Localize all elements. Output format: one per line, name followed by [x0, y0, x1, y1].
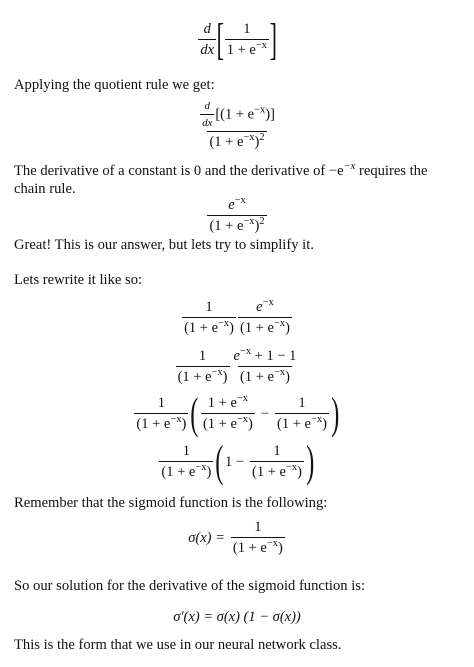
left-paren: (	[215, 437, 224, 487]
equation-simplified: $\frac{1}{(1 + e^{-x})}$ ( 1 − $\frac{1}{(1 + e^{-x})}$ )	[161, 437, 315, 487]
equation-derivative-setup	[0, 15, 474, 65]
paragraph-sigmoid-intro: Remember that the sigmoid function is the following:	[14, 495, 328, 511]
paragraph-great: Great! This is our answer, but lets try to simplify it.	[14, 237, 314, 253]
left-paren: (	[190, 389, 199, 439]
quotient-fraction: $\frac{d}{dx}$ $[(1 + e^{-x})]$ $(1 + e^{-x})^2$	[202, 100, 275, 151]
equation-add-subtract-one: $\frac{1}{(1 + e^{-x})}$ $\frac{e^{-x} + 1 - 1}{(1 + e^{-x})}$	[177, 346, 297, 386]
equation-sigmoid: σ(x) = $\frac{1}{(1 + e^{-x})}$	[188, 519, 283, 557]
right-paren: )	[306, 437, 315, 487]
paragraph-quotient-rule: Applying the quotient rule we get:	[14, 77, 215, 93]
equation-result	[0, 194, 474, 236]
d-dx-operator: $\frac{d}{dx}$	[200, 21, 215, 59]
paragraph-closing: This is the form that we use in our neural network class.	[14, 637, 342, 653]
result-fraction: $\frac{e^{-x}}{(1 + e^{-x})^2}$	[209, 195, 265, 235]
equation-split-fraction: $\frac{1}{(1 + e^{-x})}$ ( $\frac{1 + e^{-x}}{(1 + e^{-x})}$ − $\frac{1}{(1 + e^{-x})}$ )	[136, 389, 340, 439]
equation-sigmoid-derivative: σ′(x) = σ(x) (1 − σ(x))	[173, 609, 301, 625]
paragraph-solution-intro: So our solution for the derivative of the sigmoid function is:	[14, 578, 366, 594]
paragraph-rewrite: Lets rewrite it like so:	[14, 272, 143, 288]
equation-quotient-rule	[0, 100, 474, 151]
right-paren: )	[331, 389, 340, 439]
d-dx-small: $\frac{d}{dx}$	[202, 100, 213, 130]
right-bracket: ]	[269, 15, 277, 65]
paragraph-derivative-constant: The derivative of a constant is 0 and the derivative of $-e^{-x}$ requires the chain rule.	[14, 161, 428, 197]
left-bracket: [	[216, 15, 225, 65]
equation-rewrite-product: $\frac{1}{(1 + e^{-x})}$ $\frac{e^{-x}}{(1 + e^{-x})}$	[184, 297, 290, 337]
sigmoid-fraction: $\frac{1}{1 + e^{-x}}$	[226, 21, 267, 59]
